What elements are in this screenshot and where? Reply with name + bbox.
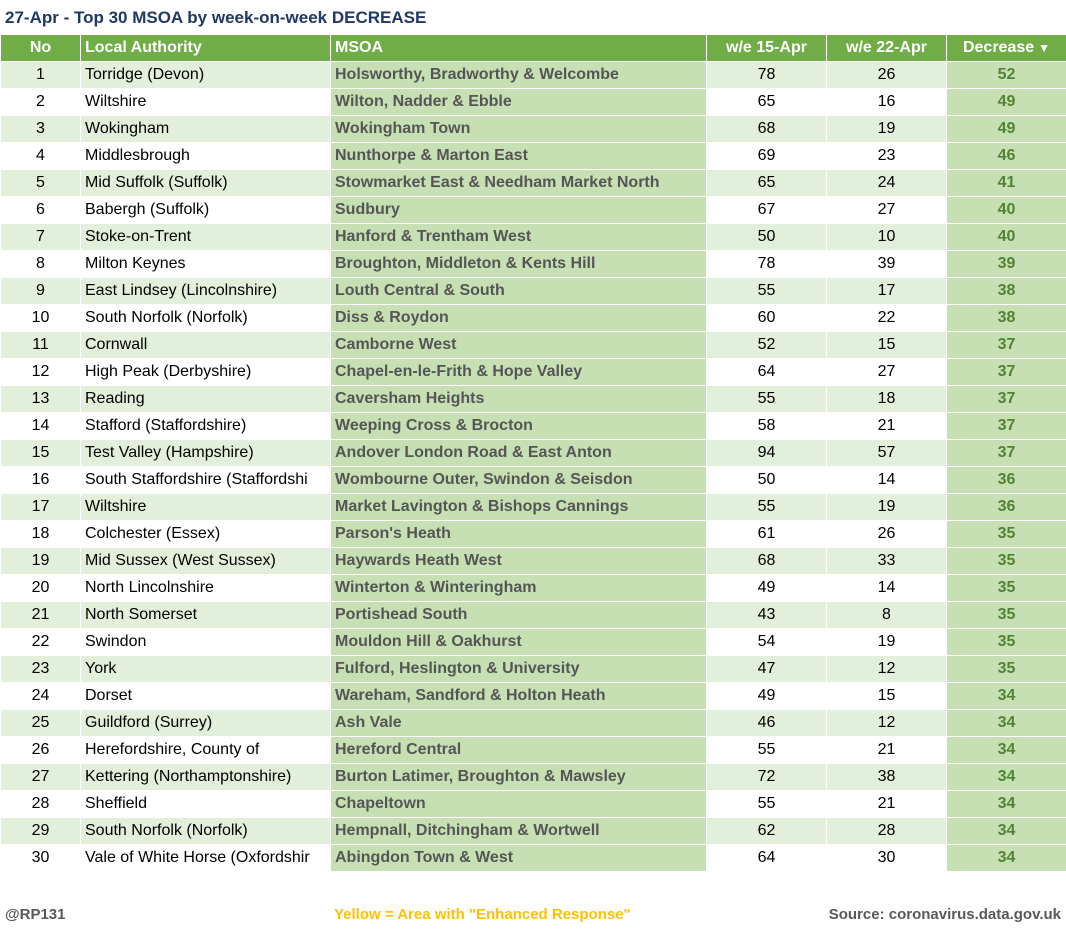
cell-msoa: Market Lavington & Bishops Cannings [331,494,707,521]
cell-local-authority: Stoke-on-Trent [81,224,331,251]
table-row [1,332,1066,359]
cell-week-15-apr: 68 [707,548,827,575]
table-row [1,413,1066,440]
cell-week-22-apr: 16 [827,89,947,116]
cell-no: 15 [1,440,81,467]
cell-msoa: Hanford & Trentham West [331,224,707,251]
cell-msoa: Chapeltown [331,791,707,818]
cell-msoa: Mouldon Hill & Oakhurst [331,629,707,656]
cell-no: 2 [1,89,81,116]
cell-local-authority: Kettering (Northamptonshire) [81,764,331,791]
cell-local-authority: Wiltshire [81,494,331,521]
table-row [1,845,1066,872]
cell-decrease: 35 [947,602,1066,629]
cell-no: 28 [1,791,81,818]
table-body [1,62,1066,872]
cell-local-authority: Vale of White Horse (Oxfordshir [81,845,331,872]
cell-msoa: Portishead South [331,602,707,629]
table-row [1,89,1066,116]
cell-local-authority: Torridge (Devon) [81,62,331,89]
table-row [1,62,1066,89]
cell-week-22-apr: 39 [827,251,947,278]
table-row [1,305,1066,332]
cell-no: 25 [1,710,81,737]
cell-decrease: 40 [947,224,1066,251]
cell-no: 8 [1,251,81,278]
cell-week-15-apr: 60 [707,305,827,332]
cell-msoa: Diss & Roydon [331,305,707,332]
cell-decrease: 41 [947,170,1066,197]
cell-week-22-apr: 15 [827,683,947,710]
cell-week-22-apr: 30 [827,845,947,872]
cell-local-authority: South Norfolk (Norfolk) [81,818,331,845]
cell-week-22-apr: 10 [827,224,947,251]
cell-week-22-apr: 21 [827,737,947,764]
header-msoa[interactable]: MSOA [331,35,707,62]
header-week-15-apr[interactable]: w/e 15-Apr [707,35,827,62]
header-decrease-label: Decrease [962,39,1035,56]
cell-week-22-apr: 38 [827,764,947,791]
cell-week-22-apr: 23 [827,143,947,170]
cell-no: 16 [1,467,81,494]
cell-decrease: 34 [947,818,1066,845]
cell-decrease: 34 [947,791,1066,818]
cell-msoa: Weeping Cross & Brocton [331,413,707,440]
cell-no: 22 [1,629,81,656]
cell-local-authority: Sheffield [81,791,331,818]
cell-no: 20 [1,575,81,602]
cell-no: 27 [1,764,81,791]
cell-week-22-apr: 19 [827,494,947,521]
table-row [1,224,1066,251]
cell-decrease: 35 [947,629,1066,656]
cell-week-15-apr: 55 [707,494,827,521]
cell-week-22-apr: 21 [827,791,947,818]
cell-msoa: Stowmarket East & Needham Market North [331,170,707,197]
cell-week-15-apr: 52 [707,332,827,359]
cell-no: 9 [1,278,81,305]
cell-week-15-apr: 49 [707,575,827,602]
cell-week-15-apr: 55 [707,791,827,818]
table-row [1,791,1066,818]
cell-week-15-apr: 94 [707,440,827,467]
cell-msoa: Wokingham Town [331,116,707,143]
cell-week-22-apr: 17 [827,278,947,305]
cell-msoa: Nunthorpe & Marton East [331,143,707,170]
cell-week-15-apr: 61 [707,521,827,548]
cell-decrease: 34 [947,845,1066,872]
cell-msoa: Broughton, Middleton & Kents Hill [331,251,707,278]
msoa-table [0,34,1066,872]
cell-week-15-apr: 49 [707,683,827,710]
cell-week-22-apr: 22 [827,305,947,332]
table-row [1,602,1066,629]
table-row [1,575,1066,602]
cell-no: 18 [1,521,81,548]
cell-local-authority: Mid Sussex (West Sussex) [81,548,331,575]
cell-no: 23 [1,656,81,683]
table-row [1,170,1066,197]
cell-week-15-apr: 78 [707,62,827,89]
cell-msoa: Abingdon Town & West [331,845,707,872]
cell-week-22-apr: 14 [827,467,947,494]
table-row [1,764,1066,791]
cell-no: 30 [1,845,81,872]
cell-decrease: 52 [947,62,1066,89]
cell-msoa: Camborne West [331,332,707,359]
cell-decrease: 34 [947,737,1066,764]
cell-local-authority: Reading [81,386,331,413]
cell-no: 26 [1,737,81,764]
cell-msoa: Wareham, Sandford & Holton Heath [331,683,707,710]
cell-local-authority: Babergh (Suffolk) [81,197,331,224]
sort-descending-icon[interactable]: ▼ [1038,41,1051,55]
cell-local-authority: Mid Suffolk (Suffolk) [81,170,331,197]
cell-local-authority: Swindon [81,629,331,656]
cell-week-22-apr: 26 [827,62,947,89]
cell-no: 24 [1,683,81,710]
cell-week-22-apr: 24 [827,170,947,197]
cell-week-22-apr: 15 [827,332,947,359]
cell-week-22-apr: 57 [827,440,947,467]
cell-local-authority: Wokingham [81,116,331,143]
table-row [1,656,1066,683]
cell-local-authority: Colchester (Essex) [81,521,331,548]
cell-week-15-apr: 50 [707,224,827,251]
cell-no: 5 [1,170,81,197]
cell-week-22-apr: 12 [827,656,947,683]
table-row [1,251,1066,278]
table-row [1,386,1066,413]
cell-week-22-apr: 14 [827,575,947,602]
cell-local-authority: East Lindsey (Lincolnshire) [81,278,331,305]
cell-no: 13 [1,386,81,413]
cell-msoa: Fulford, Heslington & University [331,656,707,683]
cell-week-22-apr: 18 [827,386,947,413]
table-row [1,683,1066,710]
cell-msoa: Chapel-en-le-Frith & Hope Valley [331,359,707,386]
author-handle: @RP131 [5,906,66,923]
cell-week-15-apr: 50 [707,467,827,494]
cell-no: 29 [1,818,81,845]
cell-decrease: 35 [947,575,1066,602]
cell-week-22-apr: 26 [827,521,947,548]
cell-week-22-apr: 27 [827,359,947,386]
cell-decrease: 46 [947,143,1066,170]
cell-decrease: 37 [947,359,1066,386]
cell-local-authority: North Lincolnshire [81,575,331,602]
cell-week-15-apr: 65 [707,170,827,197]
header-no[interactable]: No [1,35,81,62]
cell-decrease: 40 [947,197,1066,224]
table-row [1,494,1066,521]
cell-week-15-apr: 55 [707,737,827,764]
cell-week-15-apr: 64 [707,845,827,872]
cell-week-15-apr: 78 [707,251,827,278]
cell-local-authority: High Peak (Derbyshire) [81,359,331,386]
table-row [1,278,1066,305]
cell-decrease: 37 [947,386,1066,413]
table-row [1,467,1066,494]
cell-week-15-apr: 72 [707,764,827,791]
cell-decrease: 37 [947,413,1066,440]
cell-week-15-apr: 68 [707,116,827,143]
table-row [1,359,1066,386]
cell-msoa: Caversham Heights [331,386,707,413]
cell-no: 19 [1,548,81,575]
cell-msoa: Burton Latimer, Broughton & Mawsley [331,764,707,791]
table-title: 27-Apr - Top 30 MSOA by week-on-week DECREASE [5,8,427,27]
cell-local-authority: York [81,656,331,683]
cell-msoa: Sudbury [331,197,707,224]
cell-no: 17 [1,494,81,521]
cell-week-15-apr: 58 [707,413,827,440]
cell-msoa: Hereford Central [331,737,707,764]
cell-local-authority: South Norfolk (Norfolk) [81,305,331,332]
cell-decrease: 49 [947,116,1066,143]
header-row [1,35,1066,62]
cell-no: 7 [1,224,81,251]
cell-decrease: 38 [947,278,1066,305]
cell-week-15-apr: 67 [707,197,827,224]
cell-local-authority: Milton Keynes [81,251,331,278]
cell-no: 11 [1,332,81,359]
cell-no: 14 [1,413,81,440]
header-decrease[interactable] [947,35,1066,62]
cell-week-15-apr: 62 [707,818,827,845]
cell-decrease: 36 [947,467,1066,494]
cell-local-authority: Test Valley (Hampshire) [81,440,331,467]
cell-no: 6 [1,197,81,224]
table-row [1,197,1066,224]
cell-decrease: 35 [947,521,1066,548]
cell-local-authority: Guildford (Surrey) [81,710,331,737]
cell-week-15-apr: 47 [707,656,827,683]
cell-msoa: Wombourne Outer, Swindon & Seisdon [331,467,707,494]
cell-decrease: 38 [947,305,1066,332]
cell-week-15-apr: 46 [707,710,827,737]
cell-week-22-apr: 28 [827,818,947,845]
cell-week-22-apr: 33 [827,548,947,575]
cell-week-22-apr: 21 [827,413,947,440]
table-row [1,143,1066,170]
cell-msoa: Andover London Road & East Anton [331,440,707,467]
cell-decrease: 35 [947,548,1066,575]
cell-no: 12 [1,359,81,386]
cell-decrease: 34 [947,764,1066,791]
cell-no: 1 [1,62,81,89]
table-row [1,737,1066,764]
cell-msoa: Holsworthy, Bradworthy & Welcombe [331,62,707,89]
cell-week-15-apr: 55 [707,386,827,413]
cell-week-15-apr: 54 [707,629,827,656]
cell-week-22-apr: 8 [827,602,947,629]
cell-decrease: 34 [947,710,1066,737]
header-local-authority[interactable]: Local Authority [81,35,331,62]
header-week-22-apr[interactable]: w/e 22-Apr [827,35,947,62]
cell-local-authority: Middlesbrough [81,143,331,170]
cell-week-22-apr: 19 [827,629,947,656]
legend-note: Yellow = Area with "Enhanced Response" [334,906,631,923]
cell-decrease: 49 [947,89,1066,116]
cell-week-15-apr: 69 [707,143,827,170]
cell-decrease: 39 [947,251,1066,278]
cell-msoa: Parson's Heath [331,521,707,548]
cell-week-22-apr: 19 [827,116,947,143]
cell-no: 10 [1,305,81,332]
cell-week-22-apr: 12 [827,710,947,737]
cell-decrease: 37 [947,440,1066,467]
cell-local-authority: North Somerset [81,602,331,629]
cell-decrease: 36 [947,494,1066,521]
table-row [1,818,1066,845]
table-row [1,548,1066,575]
table-row [1,116,1066,143]
cell-local-authority: Cornwall [81,332,331,359]
cell-local-authority: Stafford (Staffordshire) [81,413,331,440]
table-row [1,629,1066,656]
cell-decrease: 37 [947,332,1066,359]
cell-week-15-apr: 64 [707,359,827,386]
cell-week-15-apr: 55 [707,278,827,305]
cell-no: 21 [1,602,81,629]
cell-no: 3 [1,116,81,143]
cell-week-22-apr: 27 [827,197,947,224]
cell-msoa: Louth Central & South [331,278,707,305]
cell-local-authority: South Staffordshire (Staffordshi [81,467,331,494]
cell-decrease: 35 [947,656,1066,683]
cell-msoa: Hempnall, Ditchingham & Wortwell [331,818,707,845]
cell-local-authority: Herefordshire, County of [81,737,331,764]
source-note: Source: coronavirus.data.gov.uk [828,906,1061,923]
cell-msoa: Haywards Heath West [331,548,707,575]
cell-week-15-apr: 65 [707,89,827,116]
cell-local-authority: Wiltshire [81,89,331,116]
cell-no: 4 [1,143,81,170]
cell-msoa: Ash Vale [331,710,707,737]
cell-week-15-apr: 43 [707,602,827,629]
table-row [1,521,1066,548]
cell-msoa: Winterton & Winteringham [331,575,707,602]
table-row [1,440,1066,467]
cell-local-authority: Dorset [81,683,331,710]
table-row [1,710,1066,737]
cell-msoa: Wilton, Nadder & Ebble [331,89,707,116]
cell-decrease: 34 [947,683,1066,710]
